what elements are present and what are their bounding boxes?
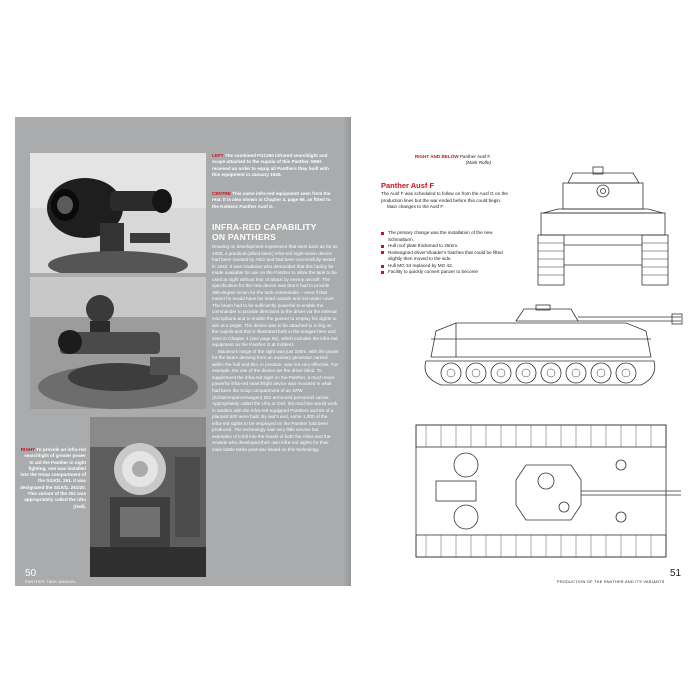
caption-ausf-f <box>361 154 491 167</box>
caption-ausf-f-lead: RIGHT AND BELOW <box>414 154 459 159</box>
photo-ir-searchlight-front <box>30 153 206 273</box>
bullet-square-icon <box>381 251 384 254</box>
photo-ir-equipment-rear <box>30 277 206 409</box>
bullet-square-icon <box>381 265 384 268</box>
page-number-right: 51 <box>670 568 682 579</box>
intro-text <box>381 191 509 211</box>
caption-centre-text: This same infra-red equipment seen from the rear. It is also shown in Chapter 4, page 96, as fitted to the Koblenz Panther Ausf G. <box>212 191 331 209</box>
bullet-square-icon <box>381 232 384 235</box>
caption-left-lead: LEFT <box>212 153 224 158</box>
intro-paragraph: The Ausf F was scheduled to follow on from the Ausf G on the production lines but the war ended before this could begin. <box>381 191 508 203</box>
drawing-side-view <box>396 299 686 399</box>
footer-right: PRODUCTION OF THE PANTHER AND ITS VARIANTS <box>557 580 665 584</box>
paragraph-2: Maximum range of the sight was just 100m, with the power for the beam deriving from an auxiliary generator carried within the hull and this, in practice, was not very effective. For example, the use of the device set the driver blind. To supplement the infra-red sight on the Panther, a much more powerful infra-red searchlight device was mounted in what had been the troop compartment of an SPW (Schützenpanzerwagen) 251 armoured personnel carrier. Appropriately called the Uhu or Owl, the machine would work in tandem with the infra-red-equipped Panthers and 60 of a planned 600 were built. By war's end, some 1,000 of the infra-red sights to be employed on the Panther had been produced. The technology saw very little service but examples of it fell into the hands of both the Allies and the Soviets who developed their own infra-red sights for their main battle tanks post-war based on this technology. <box>212 348 339 452</box>
drawing-front-view <box>533 155 673 295</box>
list-item: Facility to quickly convert panzer to become <box>381 269 509 276</box>
caption-right <box>20 447 86 510</box>
caption-credit: (Mark Rolfe) <box>465 160 491 166</box>
footer-left: PANTHER TANK MANUAL <box>25 580 77 584</box>
changes-list <box>381 230 509 276</box>
photo-uhu-searchlight <box>90 417 206 577</box>
caption-ausf-f-text: Panther Ausf F. <box>458 154 491 159</box>
list-item: Hull MG 34 replaced by MG 42. <box>381 263 509 270</box>
intro-changes: Main changes to the Ausf F: <box>387 204 445 210</box>
heading-ausf-f: Panther Ausf F <box>381 181 435 190</box>
bullet-square-icon <box>381 245 384 248</box>
left-page <box>15 117 351 586</box>
page-number-left: 50 <box>25 568 37 579</box>
right-page <box>351 117 687 586</box>
caption-left-text: The combined FG1250 infrared searchlight and scope attached to the cupola of this Panther. MNH received an order to equip all Panthers they built with this equipment in January 1945. <box>212 153 329 177</box>
paragraph-1: Drawing on development experience that went back as far as 1936, a practical (albeit basic) infra-red night-vision device had been created by AEG and had been successfully tested in 1942. It was Guderian who demanded that this facility be made available for use on the Panther to allow the tank to be used at night without fear of attack by enemy aircraft. The specification for the new device was that it had to provide 360-degree vision for the tank commander – even if that meant he would have his head outside and not under cover. The beam had to be sufficiently powerful to enable the commander to provide directions to the driver via the internal microphone and to enable the gunner to employ his sights to aim at a target. The device was to be attached to a ring on the cupola and this is illustrated both in the images here and seen in Chapter 4 (see page 95), which includes the infra-red equipment on the Panther G at Koblenz. <box>212 244 338 348</box>
caption-left <box>212 153 338 178</box>
caption-centre-lead: CENTRE <box>212 191 231 196</box>
list-item: Redesigned driver's/loader's hatches that could be lifted slightly then moved to the side. <box>381 250 509 263</box>
list-item: The primary change was the installation of the new Schmalturm. <box>381 230 509 243</box>
caption-right-lead: RIGHT <box>20 447 36 452</box>
drawing-top-view <box>396 415 686 567</box>
bullet-square-icon <box>381 271 384 274</box>
list-item: Hull roof plate thickened to 25mm. <box>381 243 509 250</box>
caption-centre <box>212 191 338 210</box>
section-title: INFRA-RED CAPABILITY ON PANTHERS <box>212 222 317 242</box>
caption-right-text: To provide an infra-red searchlight of greater power to aid the Panther in night fighting, one was installed into the troop compartment of the Sd.Kfz. 251. It was designated the Sd.Kfz. 251/20. This variant of the 251 was appropriately called the Uhu (Owl). <box>20 447 86 509</box>
body-text <box>212 244 339 454</box>
